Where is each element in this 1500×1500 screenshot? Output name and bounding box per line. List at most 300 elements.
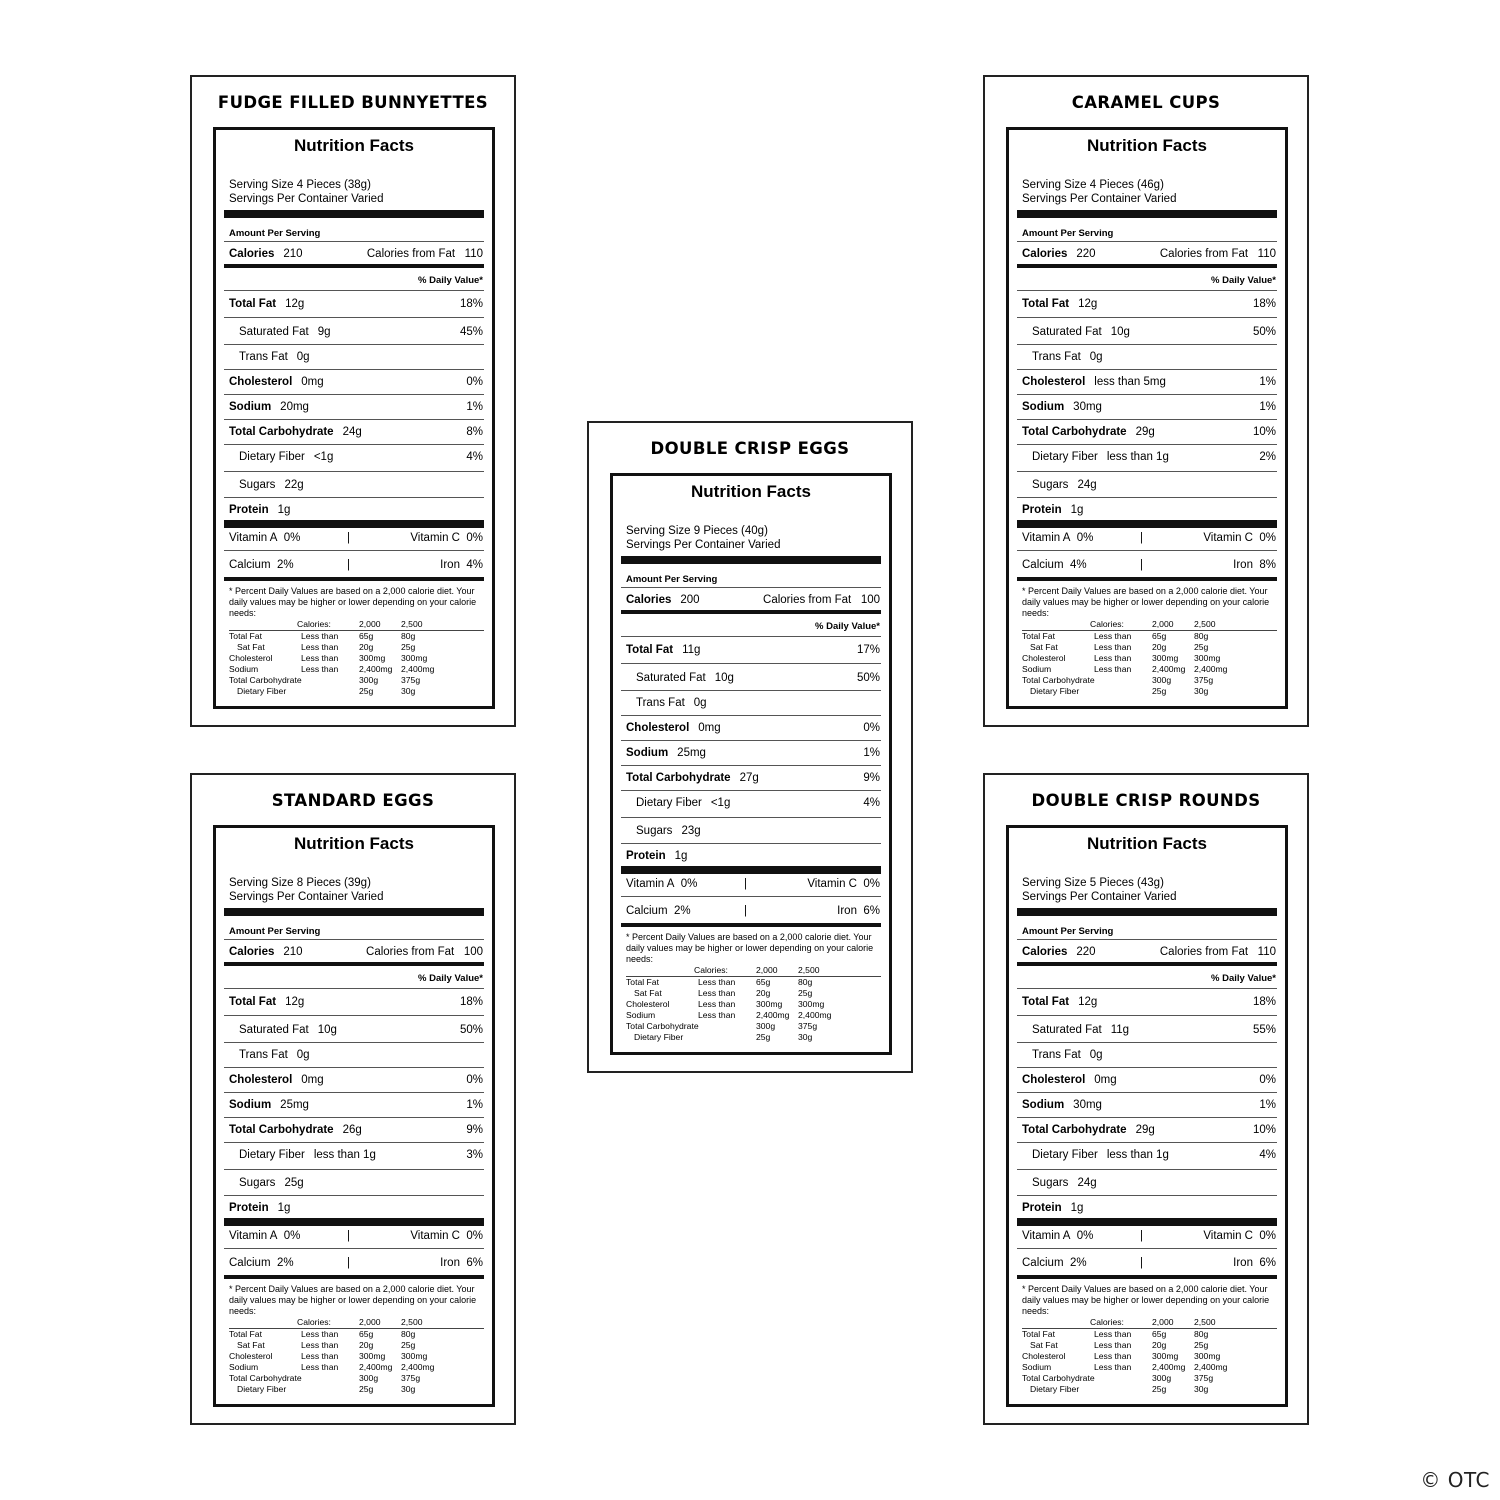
divider bbox=[1017, 369, 1277, 370]
footnote-cell: Cholesterol bbox=[1022, 1351, 1066, 1361]
dietary-fiber-row: Dietary Fiber less than 1g 2% bbox=[1032, 451, 1276, 463]
footnote-cell: Less than bbox=[1094, 642, 1132, 652]
sugars-row: Sugars 23g bbox=[636, 825, 701, 837]
thick-divider bbox=[224, 1218, 484, 1226]
footnote-cell: Sodium bbox=[626, 1010, 656, 1020]
vitamin-row: Vitamin A 0% | Vitamin C 0% bbox=[1022, 532, 1276, 544]
amount-per-serving: Amount Per Serving bbox=[229, 926, 321, 937]
footnote-cell: Less than bbox=[698, 988, 736, 998]
divider bbox=[224, 1092, 484, 1093]
thick-divider bbox=[1017, 520, 1277, 528]
trans-fat-row: Trans Fat 0g bbox=[1032, 351, 1103, 363]
footnote-table bbox=[626, 965, 881, 1045]
footnote-cell: Less than bbox=[1094, 1329, 1132, 1339]
calories-row: Calories 210 Calories from Fat 110 bbox=[229, 248, 483, 260]
footnote-cell: Less than bbox=[1094, 664, 1132, 674]
footnote-cell: Dietary Fiber bbox=[237, 686, 287, 696]
footnote-cell: 300g bbox=[359, 1373, 379, 1383]
footnote-cell: Less than bbox=[1094, 1362, 1132, 1372]
footnote-cell: Total Carbohydrate bbox=[229, 1373, 302, 1383]
footnote-cell: 2,400mg bbox=[1194, 664, 1228, 674]
divider bbox=[1017, 394, 1277, 395]
divider bbox=[621, 817, 881, 818]
footnote-cell: 2,400mg bbox=[359, 1362, 393, 1372]
saturated-fat-row: Saturated Fat 10g 50% bbox=[636, 672, 880, 684]
footnote-cell: 2,400mg bbox=[1152, 664, 1186, 674]
footnote-cell: 300mg bbox=[401, 653, 428, 663]
protein-row: Protein 1g bbox=[229, 1202, 291, 1214]
divider bbox=[1017, 1015, 1277, 1016]
footnote-cell: Total Fat bbox=[1022, 1329, 1055, 1339]
medium-divider bbox=[1017, 962, 1277, 966]
footnote-cell: Less than bbox=[698, 999, 736, 1009]
footnote-cell: 375g bbox=[401, 675, 421, 685]
thick-divider bbox=[1017, 210, 1277, 218]
servings-per-container: Servings Per Container Varied bbox=[626, 539, 781, 551]
product-title: DOUBLE CRISP EGGS bbox=[650, 439, 850, 458]
divider bbox=[621, 896, 881, 897]
divider bbox=[1017, 1067, 1277, 1068]
footnote-cell: Less than bbox=[698, 977, 736, 987]
nutrition-facts-panel bbox=[213, 825, 495, 1407]
footnote-cell: Sat Fat bbox=[237, 642, 265, 652]
divider bbox=[1017, 444, 1277, 445]
footnote-cell: Cholesterol bbox=[229, 1351, 273, 1361]
nutrition-card bbox=[190, 75, 516, 727]
servings-per-container: Servings Per Container Varied bbox=[1022, 891, 1177, 903]
calories-row: Calories 210 Calories from Fat 100 bbox=[229, 946, 483, 958]
footnote-cell: Sodium bbox=[229, 1362, 259, 1372]
medium-divider bbox=[224, 1275, 484, 1279]
footnote-cell: 20g bbox=[359, 1340, 374, 1350]
daily-value-footnote: * Percent Daily Values are based on a 2,000 calorie diet. Your daily values may be higher or lower depending on your calorie needs: bbox=[1022, 586, 1270, 618]
amount-per-serving: Amount Per Serving bbox=[229, 228, 321, 239]
total-fat-row: Total Fat 12g 18% bbox=[229, 996, 483, 1008]
footnote-cell: Total Carbohydrate bbox=[626, 1021, 699, 1031]
footnote-table bbox=[229, 619, 484, 699]
footnote-cell: 30g bbox=[401, 686, 416, 696]
footnote-cell: 2,400mg bbox=[1194, 1362, 1228, 1372]
divider bbox=[224, 369, 484, 370]
divider bbox=[224, 290, 484, 291]
footnote-table bbox=[229, 1317, 484, 1397]
footnote-cell: 80g bbox=[1194, 1329, 1209, 1339]
thick-divider bbox=[621, 556, 881, 564]
divider bbox=[224, 317, 484, 318]
footnote-cell: 375g bbox=[1194, 1373, 1214, 1383]
trans-fat-row: Trans Fat 0g bbox=[239, 351, 310, 363]
footnote-cell: Dietary Fiber bbox=[1030, 686, 1080, 696]
footnote-cell: 30g bbox=[1194, 1384, 1209, 1394]
product-title: FUDGE FILLED BUNNYETTES bbox=[217, 93, 489, 112]
cholesterol-row: Cholesterol 0mg 0% bbox=[626, 722, 880, 734]
footnote-cell: 80g bbox=[1194, 631, 1209, 641]
footnote-divider bbox=[1022, 630, 1277, 631]
dietary-fiber-row: Dietary Fiber <1g 4% bbox=[636, 797, 880, 809]
mineral-row: Calcium 2% | Iron 6% bbox=[229, 1257, 483, 1269]
divider bbox=[1017, 1248, 1277, 1249]
divider bbox=[224, 1142, 484, 1143]
protein-row: Protein 1g bbox=[626, 850, 688, 862]
footnote-cell: Cholesterol bbox=[229, 653, 273, 663]
medium-divider bbox=[224, 962, 484, 966]
divider bbox=[224, 444, 484, 445]
divider bbox=[1017, 317, 1277, 318]
footnote-divider bbox=[229, 1328, 484, 1329]
divider bbox=[1017, 550, 1277, 551]
footnote-cell: 300mg bbox=[359, 1351, 386, 1361]
calories-row: Calories 220 Calories from Fat 110 bbox=[1022, 248, 1276, 260]
saturated-fat-row: Saturated Fat 10g 50% bbox=[1032, 326, 1276, 338]
protein-row: Protein 1g bbox=[1022, 504, 1084, 516]
total-fat-row: Total Fat 12g 18% bbox=[229, 298, 483, 310]
footnote-cell: 300mg bbox=[798, 999, 825, 1009]
nutrition-facts-panel bbox=[213, 127, 495, 709]
vitamin-row: Vitamin A 0% | Vitamin C 0% bbox=[1022, 1230, 1276, 1242]
divider bbox=[621, 663, 881, 664]
footnote-cell: 2,400mg bbox=[756, 1010, 790, 1020]
daily-value-footnote: * Percent Daily Values are based on a 2,000 calorie diet. Your daily values may be higher or lower depending on your calorie needs: bbox=[229, 586, 477, 618]
servings-per-container: Servings Per Container Varied bbox=[229, 193, 384, 205]
sugars-row: Sugars 24g bbox=[1032, 479, 1097, 491]
thick-divider bbox=[1017, 908, 1277, 916]
sodium-row: Sodium 25mg 1% bbox=[229, 1099, 483, 1111]
mineral-row: Calcium 2% | Iron 6% bbox=[1022, 1257, 1276, 1269]
footnote-cell: 2,400mg bbox=[1152, 1362, 1186, 1372]
footnote-cell: Total Carbohydrate bbox=[1022, 675, 1095, 685]
divider bbox=[224, 497, 484, 498]
footnote-cell: Dietary Fiber bbox=[237, 1384, 287, 1394]
nutrition-facts-heading: Nutrition Facts bbox=[1087, 136, 1207, 155]
divider bbox=[224, 344, 484, 345]
footnote-cell: 80g bbox=[401, 1329, 416, 1339]
nutrition-facts-heading: Nutrition Facts bbox=[1087, 834, 1207, 853]
footnote-cell: 2,400mg bbox=[401, 664, 435, 674]
vitamin-row: Vitamin A 0% | Vitamin C 0% bbox=[626, 878, 880, 890]
nutrition-card bbox=[983, 75, 1309, 727]
footnote-divider bbox=[1022, 1328, 1277, 1329]
footnote-header-cell: 2,000 bbox=[1152, 1317, 1174, 1327]
daily-value-header: % Daily Value* bbox=[1211, 973, 1276, 984]
footnote-cell: Total Carbohydrate bbox=[1022, 1373, 1095, 1383]
footnote-cell: 2,400mg bbox=[359, 664, 393, 674]
footnote-cell: 80g bbox=[798, 977, 813, 987]
medium-divider bbox=[621, 923, 881, 927]
amount-per-serving: Amount Per Serving bbox=[626, 574, 718, 585]
product-title: DOUBLE CRISP ROUNDS bbox=[1031, 791, 1261, 810]
footnote-cell: 300mg bbox=[1152, 653, 1179, 663]
medium-divider bbox=[621, 610, 881, 614]
footnote-header-cell: Calories: bbox=[694, 965, 728, 975]
footnote-cell: 2,400mg bbox=[401, 1362, 435, 1372]
footnote-header-cell: 2,500 bbox=[1194, 619, 1216, 629]
servings-per-container: Servings Per Container Varied bbox=[1022, 193, 1177, 205]
divider bbox=[1017, 1169, 1277, 1170]
footnote-cell: 25g bbox=[359, 1384, 374, 1394]
saturated-fat-row: Saturated Fat 11g 55% bbox=[1032, 1024, 1276, 1036]
footnote-cell: 65g bbox=[359, 631, 374, 641]
footnote-cell: 25g bbox=[756, 1032, 771, 1042]
footnote-cell: Less than bbox=[301, 1351, 339, 1361]
protein-row: Protein 1g bbox=[1022, 1202, 1084, 1214]
footnote-cell: 300g bbox=[1152, 1373, 1172, 1383]
divider bbox=[224, 394, 484, 395]
footnote-cell: 25g bbox=[1152, 686, 1167, 696]
serving-size: Serving Size 5 Pieces (43g) bbox=[1022, 877, 1164, 889]
divider bbox=[224, 988, 484, 989]
footnote-header-cell: Calories: bbox=[1090, 619, 1124, 629]
divider bbox=[224, 939, 484, 940]
daily-value-footnote: * Percent Daily Values are based on a 2,000 calorie diet. Your daily values may be higher or lower depending on your calorie needs: bbox=[1022, 1284, 1270, 1316]
total-carbohydrate-row: Total Carbohydrate 27g 9% bbox=[626, 772, 880, 784]
divider bbox=[621, 690, 881, 691]
footnote-cell: Sodium bbox=[229, 664, 259, 674]
medium-divider bbox=[1017, 577, 1277, 581]
sugars-row: Sugars 24g bbox=[1032, 1177, 1097, 1189]
nutrition-card bbox=[190, 773, 516, 1425]
trans-fat-row: Trans Fat 0g bbox=[636, 697, 707, 709]
footnote-divider bbox=[229, 630, 484, 631]
thick-divider bbox=[224, 908, 484, 916]
footnote-cell: Cholesterol bbox=[1022, 653, 1066, 663]
total-carbohydrate-row: Total Carbohydrate 29g 10% bbox=[1022, 1124, 1276, 1136]
footnote-cell: 25g bbox=[798, 988, 813, 998]
cholesterol-row: Cholesterol 0mg 0% bbox=[229, 376, 483, 388]
footnote-cell: Sat Fat bbox=[1030, 1340, 1058, 1350]
divider bbox=[224, 1015, 484, 1016]
daily-value-header: % Daily Value* bbox=[1211, 275, 1276, 286]
divider bbox=[224, 1195, 484, 1196]
footnote-cell: Less than bbox=[301, 653, 339, 663]
footnote-table bbox=[1022, 619, 1277, 699]
daily-value-footnote: * Percent Daily Values are based on a 2,000 calorie diet. Your daily values may be higher or lower depending on your calorie needs: bbox=[229, 1284, 477, 1316]
footnote-cell: Sat Fat bbox=[237, 1340, 265, 1350]
dietary-fiber-row: Dietary Fiber <1g 4% bbox=[239, 451, 483, 463]
footnote-cell: Sat Fat bbox=[1030, 642, 1058, 652]
trans-fat-row: Trans Fat 0g bbox=[239, 1049, 310, 1061]
footnote-cell: Total Fat bbox=[229, 1329, 262, 1339]
footnote-cell: 25g bbox=[401, 642, 416, 652]
sodium-row: Sodium 30mg 1% bbox=[1022, 1099, 1276, 1111]
sugars-row: Sugars 22g bbox=[239, 479, 304, 491]
divider bbox=[224, 471, 484, 472]
servings-per-container: Servings Per Container Varied bbox=[229, 891, 384, 903]
divider bbox=[1017, 290, 1277, 291]
thick-divider bbox=[224, 210, 484, 218]
footnote-header-cell: 2,500 bbox=[401, 619, 423, 629]
amount-per-serving: Amount Per Serving bbox=[1022, 228, 1114, 239]
daily-value-header: % Daily Value* bbox=[815, 621, 880, 632]
total-carbohydrate-row: Total Carbohydrate 29g 10% bbox=[1022, 426, 1276, 438]
divider bbox=[621, 636, 881, 637]
footnote-cell: Less than bbox=[1094, 1351, 1132, 1361]
mineral-row: Calcium 4% | Iron 8% bbox=[1022, 559, 1276, 571]
total-fat-row: Total Fat 12g 18% bbox=[1022, 996, 1276, 1008]
serving-size: Serving Size 4 Pieces (38g) bbox=[229, 179, 371, 191]
divider bbox=[224, 550, 484, 551]
footnote-cell: 20g bbox=[1152, 1340, 1167, 1350]
divider bbox=[224, 1067, 484, 1068]
footnote-header-cell: 2,000 bbox=[359, 1317, 381, 1327]
footnote-header-cell: 2,000 bbox=[756, 965, 778, 975]
footnote-cell: Cholesterol bbox=[626, 999, 670, 1009]
dietary-fiber-row: Dietary Fiber less than 1g 3% bbox=[239, 1149, 483, 1161]
footnote-cell: 2,400mg bbox=[798, 1010, 832, 1020]
sodium-row: Sodium 20mg 1% bbox=[229, 401, 483, 413]
divider bbox=[1017, 1195, 1277, 1196]
footnote-cell: Total Fat bbox=[1022, 631, 1055, 641]
footnote-cell: 30g bbox=[798, 1032, 813, 1042]
divider bbox=[1017, 939, 1277, 940]
nutrition-facts-panel bbox=[1006, 825, 1288, 1407]
footnote-cell: Dietary Fiber bbox=[634, 1032, 684, 1042]
footnote-cell: Less than bbox=[301, 664, 339, 674]
medium-divider bbox=[1017, 264, 1277, 268]
divider bbox=[621, 843, 881, 844]
serving-size: Serving Size 9 Pieces (40g) bbox=[626, 525, 768, 537]
cholesterol-row: Cholesterol 0mg 0% bbox=[1022, 1074, 1276, 1086]
divider bbox=[224, 1117, 484, 1118]
calories-row: Calories 220 Calories from Fat 110 bbox=[1022, 946, 1276, 958]
total-fat-row: Total Fat 12g 18% bbox=[1022, 298, 1276, 310]
footnote-cell: Total Fat bbox=[626, 977, 659, 987]
footnote-cell: Dietary Fiber bbox=[1030, 1384, 1080, 1394]
cholesterol-row: Cholesterol less than 5mg 1% bbox=[1022, 376, 1276, 388]
footnote-cell: Less than bbox=[1094, 1340, 1132, 1350]
vitamin-row: Vitamin A 0% | Vitamin C 0% bbox=[229, 1230, 483, 1242]
thick-divider bbox=[1017, 1218, 1277, 1226]
product-title: STANDARD EGGS bbox=[271, 791, 435, 810]
footnote-cell: 300g bbox=[359, 675, 379, 685]
divider bbox=[224, 1248, 484, 1249]
footnote-cell: 375g bbox=[798, 1021, 818, 1031]
sodium-row: Sodium 30mg 1% bbox=[1022, 401, 1276, 413]
footnote-cell: 20g bbox=[756, 988, 771, 998]
divider bbox=[1017, 988, 1277, 989]
total-carbohydrate-row: Total Carbohydrate 26g 9% bbox=[229, 1124, 483, 1136]
divider bbox=[1017, 419, 1277, 420]
total-fat-row: Total Fat 11g 17% bbox=[626, 644, 880, 656]
footnote-cell: 375g bbox=[1194, 675, 1214, 685]
divider bbox=[224, 419, 484, 420]
footnote-cell: Sat Fat bbox=[634, 988, 662, 998]
footnote-cell: 300mg bbox=[359, 653, 386, 663]
footnote-cell: 65g bbox=[1152, 631, 1167, 641]
saturated-fat-row: Saturated Fat 10g 50% bbox=[239, 1024, 483, 1036]
nutrition-facts-heading: Nutrition Facts bbox=[294, 136, 414, 155]
footnote-cell: 25g bbox=[1194, 1340, 1209, 1350]
footnote-cell: 300mg bbox=[1152, 1351, 1179, 1361]
vitamin-row: Vitamin A 0% | Vitamin C 0% bbox=[229, 532, 483, 544]
divider bbox=[1017, 471, 1277, 472]
footnote-cell: 65g bbox=[756, 977, 771, 987]
daily-value-header: % Daily Value* bbox=[418, 973, 483, 984]
divider bbox=[621, 740, 881, 741]
footnote-header-cell: 2,000 bbox=[359, 619, 381, 629]
footnote-cell: 20g bbox=[359, 642, 374, 652]
footnote-cell: 300mg bbox=[1194, 1351, 1221, 1361]
footnote-cell: Sodium bbox=[1022, 1362, 1052, 1372]
divider bbox=[224, 241, 484, 242]
divider bbox=[224, 1169, 484, 1170]
medium-divider bbox=[1017, 1275, 1277, 1279]
cholesterol-row: Cholesterol 0mg 0% bbox=[229, 1074, 483, 1086]
mineral-row: Calcium 2% | Iron 6% bbox=[626, 905, 880, 917]
total-carbohydrate-row: Total Carbohydrate 24g 8% bbox=[229, 426, 483, 438]
serving-size: Serving Size 8 Pieces (39g) bbox=[229, 877, 371, 889]
nutrition-facts-panel bbox=[1006, 127, 1288, 709]
footnote-cell: Less than bbox=[1094, 631, 1132, 641]
footnote-cell: 65g bbox=[1152, 1329, 1167, 1339]
footnote-cell: 30g bbox=[1194, 686, 1209, 696]
footnote-cell: 300g bbox=[756, 1021, 776, 1031]
calories-row: Calories 200 Calories from Fat 100 bbox=[626, 594, 880, 606]
footnote-cell: Total Fat bbox=[229, 631, 262, 641]
footnote-header-cell: Calories: bbox=[297, 1317, 331, 1327]
product-title: CARAMEL CUPS bbox=[1071, 93, 1221, 112]
footnote-cell: Less than bbox=[301, 1362, 339, 1372]
footnote-cell: 25g bbox=[1194, 642, 1209, 652]
footnote-header-cell: Calories: bbox=[1090, 1317, 1124, 1327]
divider bbox=[224, 1042, 484, 1043]
mineral-row: Calcium 2% | Iron 4% bbox=[229, 559, 483, 571]
footnote-cell: Less than bbox=[301, 1329, 339, 1339]
footnote-cell: Less than bbox=[1094, 653, 1132, 663]
divider bbox=[621, 790, 881, 791]
footnote-cell: 375g bbox=[401, 1373, 421, 1383]
footnote-cell: 80g bbox=[401, 631, 416, 641]
footnote-cell: Less than bbox=[301, 642, 339, 652]
divider bbox=[1017, 1092, 1277, 1093]
nutrition-facts-heading: Nutrition Facts bbox=[294, 834, 414, 853]
footnote-cell: 300mg bbox=[1194, 653, 1221, 663]
footnote-cell: 25g bbox=[359, 686, 374, 696]
footnote-cell: 20g bbox=[1152, 642, 1167, 652]
sodium-row: Sodium 25mg 1% bbox=[626, 747, 880, 759]
footnote-header-cell: 2,000 bbox=[1152, 619, 1174, 629]
divider bbox=[1017, 241, 1277, 242]
divider bbox=[1017, 1117, 1277, 1118]
divider bbox=[1017, 344, 1277, 345]
footnote-cell: 300mg bbox=[756, 999, 783, 1009]
footnote-header-cell: 2,500 bbox=[401, 1317, 423, 1327]
divider bbox=[1017, 497, 1277, 498]
footnote-cell: 25g bbox=[401, 1340, 416, 1350]
footnote-header-cell: 2,500 bbox=[798, 965, 820, 975]
copyright-mark: © OTC bbox=[1420, 1468, 1490, 1492]
serving-size: Serving Size 4 Pieces (46g) bbox=[1022, 179, 1164, 191]
footnote-cell: 30g bbox=[401, 1384, 416, 1394]
thick-divider bbox=[224, 520, 484, 528]
footnote-cell: 25g bbox=[1152, 1384, 1167, 1394]
saturated-fat-row: Saturated Fat 9g 45% bbox=[239, 326, 483, 338]
nutrition-card bbox=[587, 421, 913, 1073]
footnote-cell: Less than bbox=[301, 1340, 339, 1350]
nutrition-facts-heading: Nutrition Facts bbox=[691, 482, 811, 501]
daily-value-header: % Daily Value* bbox=[418, 275, 483, 286]
footnote-cell: 65g bbox=[359, 1329, 374, 1339]
medium-divider bbox=[224, 577, 484, 581]
amount-per-serving: Amount Per Serving bbox=[1022, 926, 1114, 937]
nutrition-card bbox=[983, 773, 1309, 1425]
footnote-cell: 300g bbox=[1152, 675, 1172, 685]
thick-divider bbox=[621, 866, 881, 874]
sugars-row: Sugars 25g bbox=[239, 1177, 304, 1189]
nutrition-facts-panel bbox=[610, 473, 892, 1055]
footnote-cell: 300mg bbox=[401, 1351, 428, 1361]
footnote-cell: Total Carbohydrate bbox=[229, 675, 302, 685]
footnote-header-cell: 2,500 bbox=[1194, 1317, 1216, 1327]
